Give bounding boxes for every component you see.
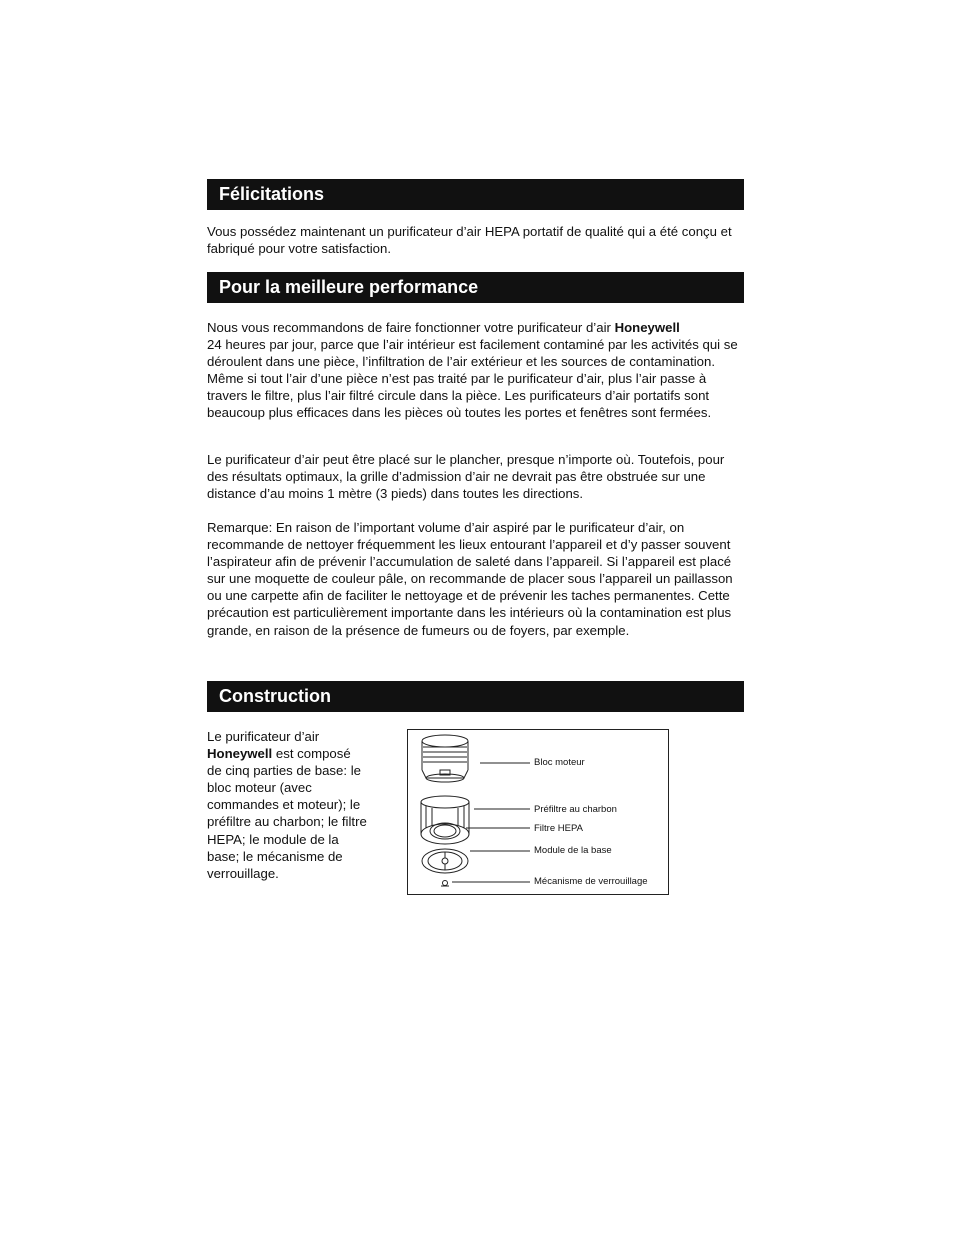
- construction-paragraph: [207, 728, 367, 882]
- paragraph-text: Le purificateur d’air: [207, 729, 320, 744]
- label-filtre-hepa: Filtre HEPA: [534, 823, 583, 834]
- section-title: Félicitations: [219, 184, 325, 204]
- performance-paragraph-1: [207, 319, 747, 422]
- label-verrouillage: Mécanisme de verrouillage: [534, 876, 648, 887]
- parts-diagram: [407, 729, 669, 895]
- prefilter-hepa-shape: [421, 796, 469, 844]
- brand-name: Honeywell: [614, 320, 680, 335]
- section-header-felicitations: [207, 179, 744, 210]
- intro-paragraph: Vous possédez maintenant un purificateur d’air HEPA portatif de qualité qui a été conçu et fabriqué pour votre satisfaction.: [207, 224, 732, 257]
- locking-mechanism-shape: [441, 881, 449, 887]
- paragraph-text: 24 heures par jour, parce que l’air intérieur est facilement contaminé par les activités qui se déroulent dans une pièce, l’infiltration de l’air extérieur et les sources de contamination. Même si tout l’air d’une pièce n’est pas traité par le purificateur d’air, plus l’air passe à travers le filtre, plus l’air filtré circule dans la pièce. Les purificateurs d’air portatifs sont beaucoup plus efficaces dans les pièces où toutes les portes et fenêtres sont fermées.: [207, 337, 738, 421]
- brand-name: Honeywell: [207, 746, 273, 762]
- section-title: Construction: [219, 686, 331, 706]
- paragraph-text: Nous vous recommandons de faire fonctionner votre purificateur d’air: [207, 320, 615, 335]
- base-module-shape: [422, 849, 468, 873]
- label-module-base: Module de la base: [534, 845, 612, 856]
- section-header-construction: [207, 681, 744, 712]
- performance-paragraph-2: Le purificateur d’air peut être placé sur le plancher, presque n’importe où. Toutefois, pour des résultats optimaux, la grille d’admission d’air ne devrait pas être obstruée sur une distance d’au moins 1 mètre (3 pieds) dans toutes les directions.: [207, 452, 725, 502]
- motor-block-shape: [422, 735, 468, 782]
- label-prefiltre: Préfiltre au charbon: [534, 804, 617, 815]
- label-bloc-moteur: Bloc moteur: [534, 757, 585, 768]
- paragraph-text: est composé de cinq parties de base: le bloc moteur (avec commandes et moteur); le préfiltre au charbon; le filtre HEPA; le module de la base; le mécanisme de verrouillage.: [207, 746, 367, 881]
- remark-paragraph: Remarque: En raison de l’important volume d’air aspiré par le purificateur d’air, on recommande de nettoyer fréquemment les lieux entourant l’appareil et d’y passer souvent l’aspirateur afin de prévenir l’accumulation de saleté dans l’appareil. Si l’appareil est placé sur une moquette de couleur pâle, on recommande de placer sous l’appareil un paillasson ou une carpette afin de faciliter le nettoyage et de prévenir les taches permanentes. Cette précaution est particulièrement importante dans les intérieurs où la contamination est plus grande, en raison de la présence de fumeurs ou de foyers, par exemple.: [207, 520, 733, 638]
- section-title: Pour la meilleure performance: [219, 277, 479, 297]
- section-header-performance: [207, 272, 744, 303]
